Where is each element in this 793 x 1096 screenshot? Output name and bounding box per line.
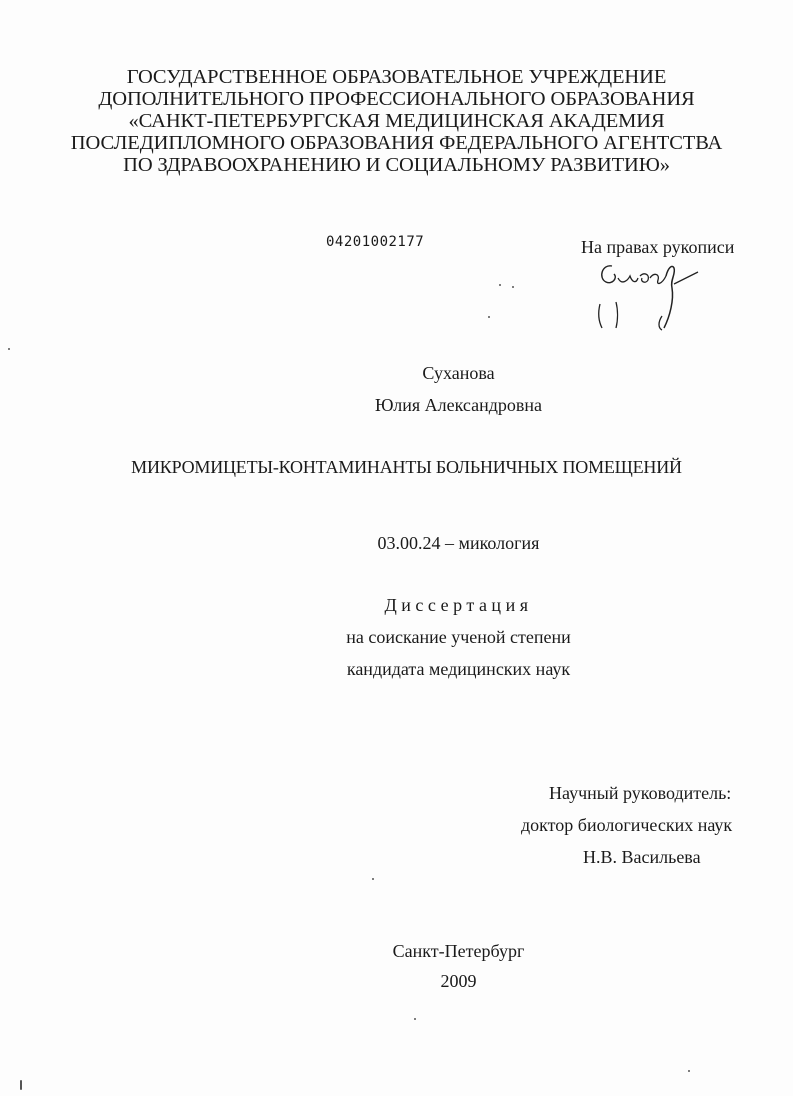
institution-line-3: «САНКТ-ПЕТЕРБУРГСКАЯ МЕДИЦИНСКАЯ АКАДЕМИЯ xyxy=(128,110,665,132)
institution-line-1: ГОСУДАРСТВЕННОЕ ОБРАЗОВАТЕЛЬНОЕ УЧРЕЖДЕНИЕ xyxy=(126,66,667,88)
year: 2009 xyxy=(440,971,477,991)
dissertation-title: МИКРОМИЦЕТЫ-КОНТАМИНАНТЫ БОЛЬНИЧНЫХ ПОМЕЩЕНИЙ xyxy=(131,457,682,477)
institution-line-4: ПОСЛЕДИПЛОМНОГО ОБРАЗОВАНИЯ ФЕДЕРАЛЬНОГО АГЕНТСТВА xyxy=(70,132,723,154)
city: Санкт-Петербург xyxy=(392,941,525,961)
supervisor-label: Научный руководитель: xyxy=(549,783,732,803)
scan-speck xyxy=(8,348,10,350)
institution-line-5: ПО ЗДРАВООХРАНЕНИЮ И СОЦИАЛЬНОМУ РАЗВИТИЮ» xyxy=(123,154,670,176)
scan-speck xyxy=(414,1018,416,1020)
scan-speck xyxy=(372,878,374,880)
institution-line-2: ДОПОЛНИТЕЛЬНОГО ПРОФЕССИОНАЛЬНОГО ОБРАЗОВАНИЯ xyxy=(98,88,695,110)
supervisor-degree: доктор биологических наук xyxy=(521,815,733,835)
scan-speck xyxy=(688,1070,690,1072)
author-signature xyxy=(592,258,702,336)
degree-line-1: на соискание ученой степени xyxy=(346,627,571,647)
specialty: 03.00.24 – микология xyxy=(377,533,540,553)
scan-speck xyxy=(512,286,514,288)
scan-speck xyxy=(20,1080,22,1090)
scan-speck xyxy=(499,284,501,286)
manuscript-rights: На правах рукописи xyxy=(581,237,735,257)
degree-type: Диссертация xyxy=(384,595,533,615)
author-name: Юлия Александровна xyxy=(374,395,543,415)
author-surname: Суханова xyxy=(422,363,495,383)
scan-speck xyxy=(488,316,490,318)
supervisor-name: Н.В. Васильева xyxy=(583,847,701,867)
degree-line-2: кандидата медицинских наук xyxy=(346,659,571,679)
registration-code: 04201002177 xyxy=(326,234,425,250)
